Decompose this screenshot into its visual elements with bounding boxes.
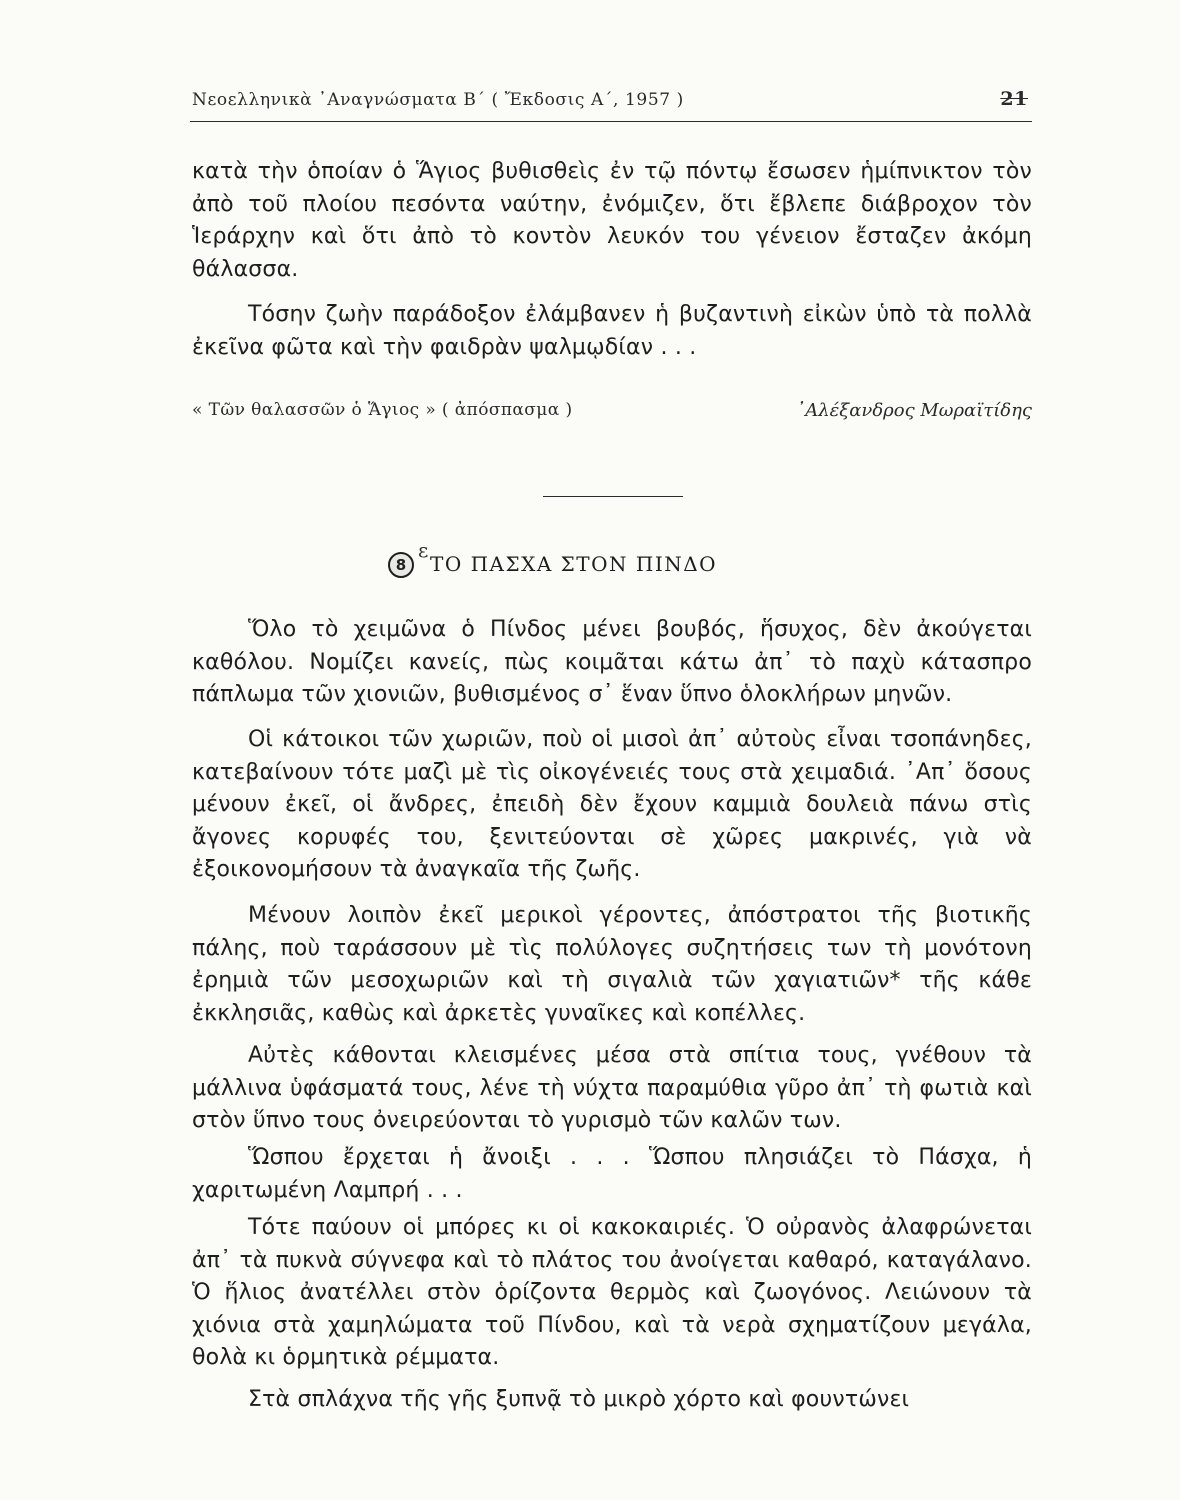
section-number-badge: 8 bbox=[388, 552, 414, 578]
body-paragraph-2: Οἱ κάτοικοι τῶν χωριῶν, ποὺ οἱ μισοὶ ἀπ᾿ αὐτοὺς εἶναι τσοπάνηδες, κατεβαίνουν τότε μαζὶ μὲ τὶς οἰκογένειές τους στὰ χειμαδιά. ᾿Απ᾿ ὅσους μένουν ἐκεῖ, οἱ ἄνδρες, ἐπειδὴ δὲν ἔχουν καμμιὰ δουλειὰ πάνω στὶς ἄγονες κορυφές του, ξενιτεύονται σὲ χῶρες μακρινές, γιὰ νὰ ἐξοικονομήσουν τὰ ἀναγκαῖα τῆς ζωῆς. bbox=[192, 727, 1032, 882]
handwritten-mark: ε bbox=[418, 538, 429, 562]
excerpt-paragraph-1: κατὰ τὴν ὁποίαν ὁ Ἅγιος βυθισθεὶς ἐν τῷ πόντῳ ἔσωσεν ἡμίπνικτον τὸν ἀπὸ τοῦ πλοίου πεσόντα ναύτην, ἐνόμιζεν, ὅτι ἔβλεπε διάβροχον τὸν Ἱεράρχην καὶ ὅτι ἀπὸ τὸ κοντὸν λευκόν του γένειον ἔσταζεν ἀκόμη θάλασσα. bbox=[192, 159, 1032, 282]
section-divider bbox=[543, 496, 683, 497]
excerpt-attribution bbox=[192, 400, 1032, 426]
excerpt-author: ᾿Αλέξανδρος Μωραϊτίδης bbox=[796, 400, 1032, 421]
running-header bbox=[192, 90, 1032, 116]
page-number: 21 bbox=[1000, 88, 1028, 110]
body-paragraph-6: Τότε παύουν οἱ μπόρες κι οἱ κακοκαιριές. Ὁ οὐρανὸς ἀλαφρώνεται ἀπ᾿ τὰ πυκνὰ σύγνεφα καὶ τὸ πλάτος του ἀνοίγεται καθαρό, καταγάλανο. Ὁ ἥλιος ἀνατέλλει στὸν ὁρίζοντα θερμὸς καὶ ζωογόνος. Λειώνουν τὰ χιόνια στὰ χαμηλώματα τοῦ Πίνδου, καὶ τὰ νερὰ σχηματίζουν μεγάλα, θολὰ κι ὁρμητικὰ ρέμματα. bbox=[192, 1215, 1032, 1370]
body-paragraph-1: Ὅλο τὸ χειμῶνα ὁ Πίνδος μένει βουβός, ἥσυχος, δὲν ἀκούγεται καθόλου. Νομίζει κανείς, πὼς κοιμᾶται κάτω ἀπ᾿ τὸ παχὺ κάτασπρο πάπλωμα τῶν χιονιῶν, βυθισμένος σ᾿ ἕναν ὕπνο ὁλοκλήρων μηνῶν. bbox=[192, 617, 1032, 707]
section-title: ΤΟ ΠΑΣΧΑ ΣΤΟΝ ΠΙΝΔΟ bbox=[430, 552, 718, 576]
section-heading bbox=[388, 538, 808, 586]
excerpt-paragraph-2: Τόσην ζωὴν παράδοξον ἐλάμβανεν ἡ βυζαντινὴ εἰκὼν ὑπὸ τὰ πολλὰ ἐκεῖνα φῶτα καὶ τὴν φαιδρὰν ψαλμῳδίαν . . . bbox=[192, 302, 1032, 360]
header-rule bbox=[190, 121, 1032, 122]
excerpt-source: « Τῶν θαλασσῶν ὁ Ἅγιος » ( ἀπόσπασμα ) bbox=[192, 400, 573, 420]
body-paragraph-4: Αὐτὲς κάθονται κλεισμένες μέσα στὰ σπίτια τους, γνέθουν τὰ μάλλινα ὑφάσματά τους, λένε τὴ νύχτα παραμύθια γῦρο ἀπ᾿ τὴ φωτιὰ καὶ στὸν ὕπνο τους ὀνειρεύονται τὸ γυρισμὸ τῶν καλῶν των. bbox=[192, 1043, 1032, 1133]
body-paragraph-3: Μένουν λοιπὸν ἐκεῖ μερικοὶ γέροντες, ἀπόστρατοι τῆς βιοτικῆς πάλης, ποὺ ταράσσουν μὲ τὶς πολύλογες συζητήσεις των τὴ μονότονη ἐρημιὰ τῶν μεσοχωριῶν καὶ τὴ σιγαλιὰ τῶν χαγιατιῶν* τῆς κάθε ἐκκλησιᾶς, καθὼς καὶ ἀρκετὲς γυναῖκες καὶ κοπέλλες. bbox=[192, 903, 1032, 1026]
body-paragraph-5: Ὥσπου ἔρχεται ἡ ἄνοιξι . . . Ὥσπου πλησιάζει τὸ Πάσχα, ἡ χαριτωμένη Λαμπρή . . . bbox=[192, 1145, 1032, 1203]
body-paragraph-7: Στὰ σπλάχνα τῆς γῆς ξυπνᾷ τὸ μικρὸ χόρτο καὶ φουντώνει bbox=[248, 1387, 910, 1412]
running-title: Νεοελληνικὰ ᾿Αναγνώσματα Β΄ ( Ἔκδοσις Α΄, 1957 ) bbox=[192, 90, 684, 110]
